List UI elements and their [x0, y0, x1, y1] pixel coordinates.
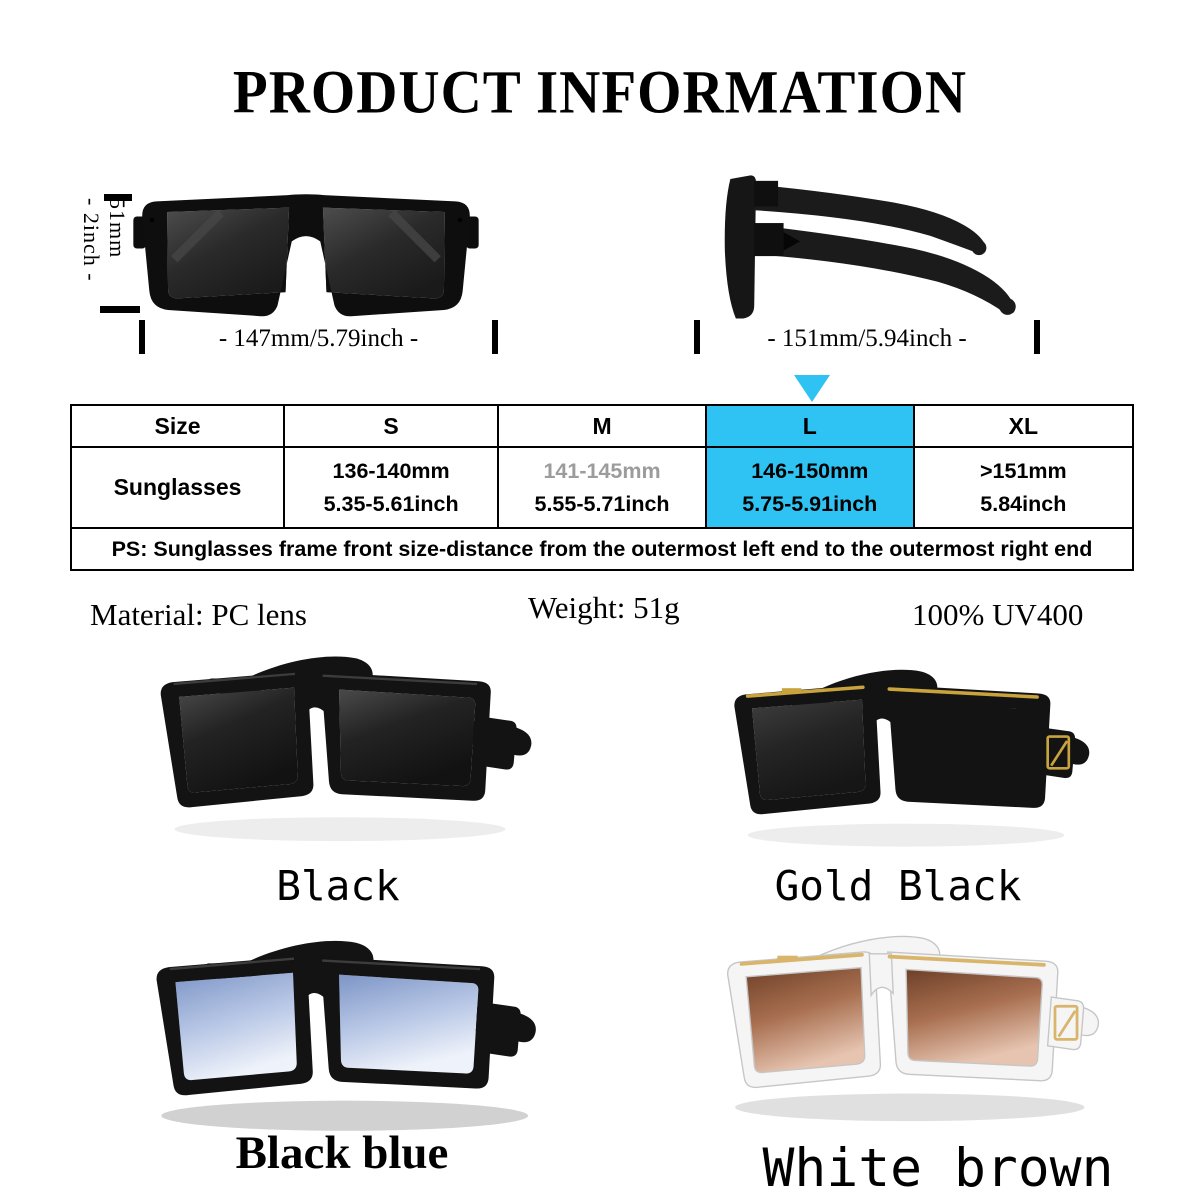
size-cell-m	[499, 448, 707, 529]
variant-label-black-blue: Black blue	[235, 1127, 449, 1179]
front-height-mm: 51mm	[105, 198, 130, 259]
variant-image-black-blue	[128, 922, 552, 1143]
size-cell-l-selected	[707, 448, 915, 529]
size-table	[70, 404, 1134, 571]
variant-label-gold-black: Gold Black	[774, 862, 1022, 910]
size-table-header-s: S	[285, 406, 499, 448]
variant-image-white-brown	[700, 918, 1114, 1134]
size-s-mm: 136-140mm	[332, 459, 450, 484]
size-l-mm: 146-150mm	[751, 459, 869, 484]
spec-weight: Weight: 51g	[528, 590, 680, 625]
size-s-inch: 5.35-5.61inch	[323, 491, 459, 516]
side-width-tick-right	[1034, 320, 1040, 354]
size-table-note: PS: Sunglasses frame front size-distance from the outermost left end to the outermost right end	[111, 536, 1093, 561]
side-view-sunglasses-image	[693, 168, 1043, 324]
variant-label-white-brown: White brown	[762, 1138, 1114, 1199]
variant-label-black: Black	[276, 862, 400, 910]
selected-size-pointer-icon	[794, 375, 830, 402]
front-height-label	[78, 198, 130, 316]
size-table-row-label: Sunglasses	[72, 448, 285, 529]
size-cell-s	[285, 448, 499, 529]
variant-image-gold-black	[708, 652, 1104, 859]
size-m-mm: 141-145mm	[543, 459, 661, 484]
size-table-header-size: Size	[72, 406, 285, 448]
front-width-label: - 147mm/5.79inch -	[218, 325, 419, 352]
variant-image-black	[133, 638, 547, 854]
size-l-inch: 5.75-5.91inch	[742, 491, 878, 516]
spec-uv: 100% UV400	[912, 597, 1084, 632]
spec-material: Material: PC lens	[90, 597, 307, 632]
front-width-tick-right	[492, 320, 498, 354]
size-table-header-l: L	[707, 406, 915, 448]
size-cell-xl	[915, 448, 1132, 529]
side-width-label: - 151mm/5.94inch -	[767, 325, 967, 352]
size-xl-inch: 5.84inch	[980, 491, 1067, 516]
size-table-header-m: M	[499, 406, 707, 448]
size-table-header-xl: XL	[915, 406, 1132, 448]
front-view-sunglasses-image	[128, 186, 484, 320]
front-height-inch: - 2inch -	[79, 198, 104, 282]
size-m-inch: 5.55-5.71inch	[534, 491, 670, 516]
size-xl-mm: >151mm	[979, 459, 1067, 484]
page-title: PRODUCT INFORMATION	[232, 58, 968, 127]
